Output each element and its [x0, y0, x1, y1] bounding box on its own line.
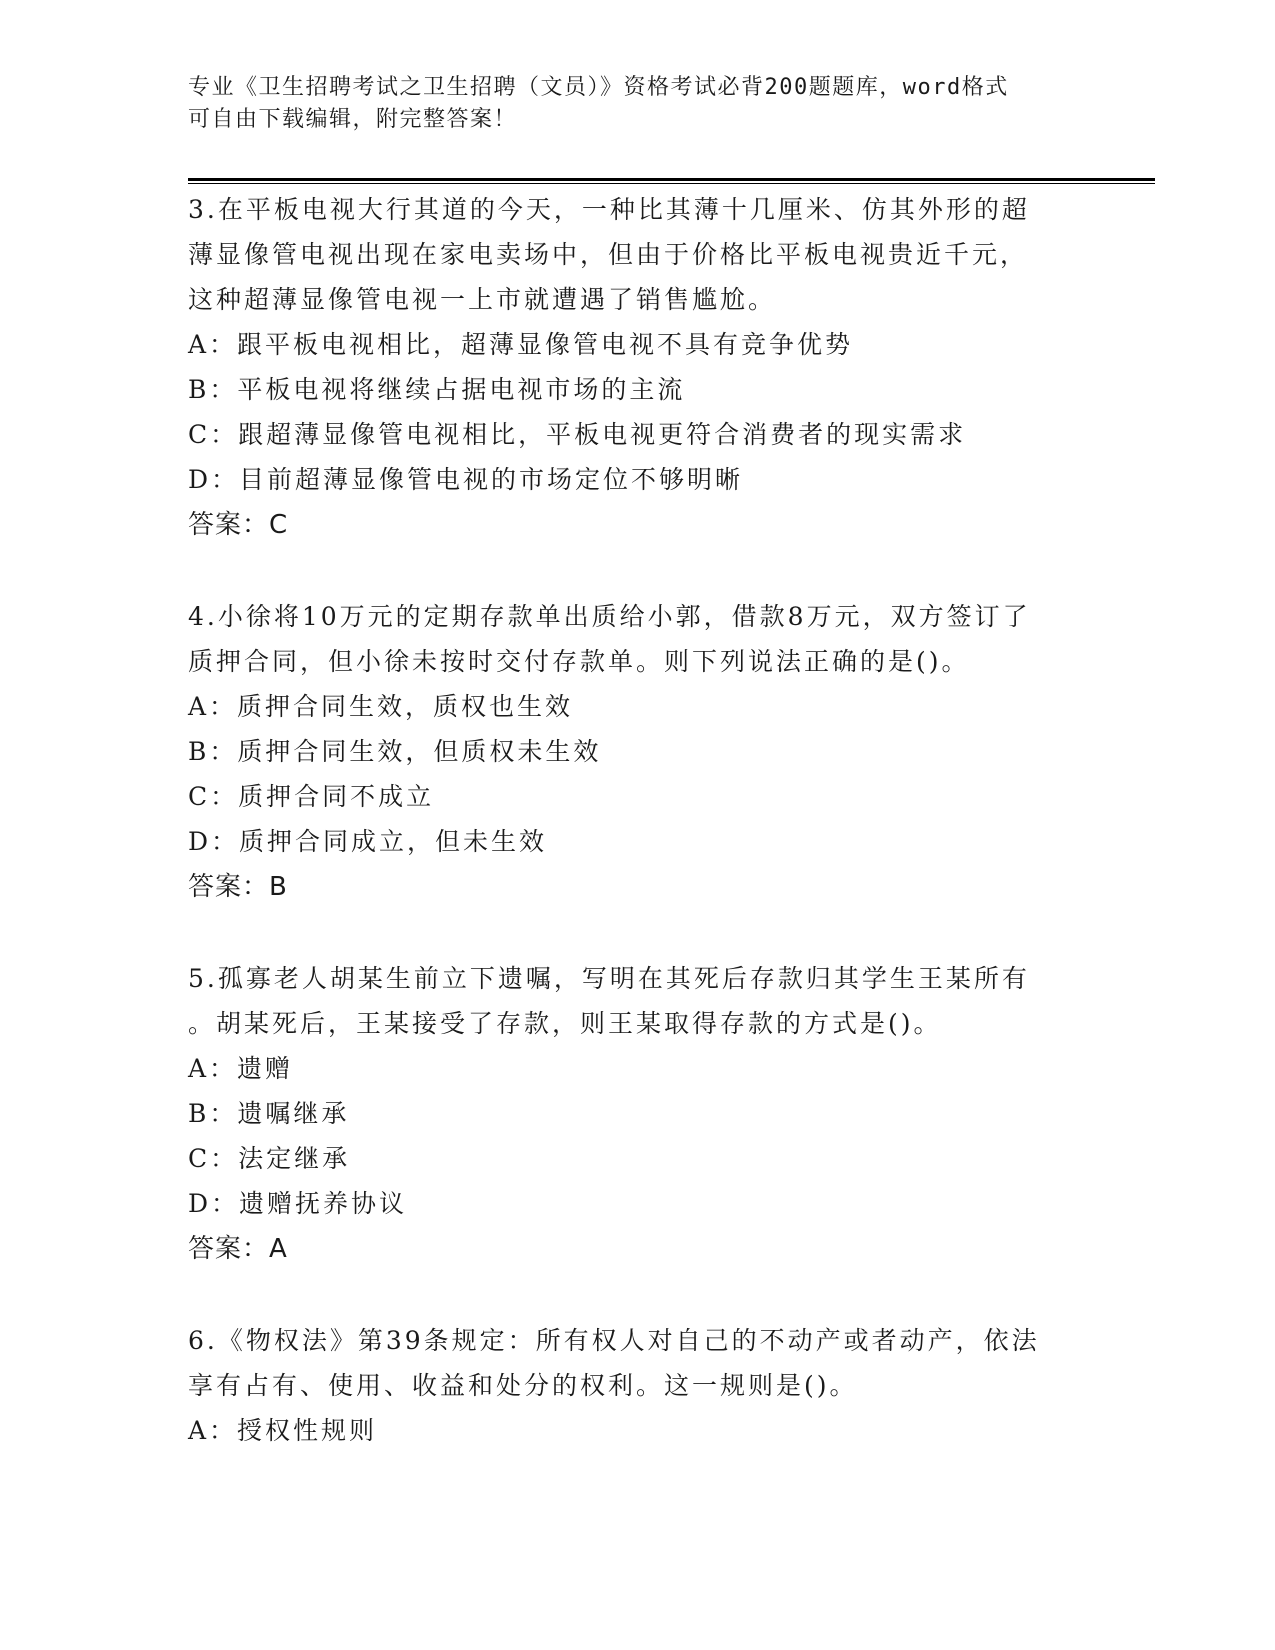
header-line-1: 专业《卫生招聘考试之卫生招聘（文员）》资格考试必背200题题库，word格式 — [188, 75, 1009, 100]
question-line: 享有占有、使用、收益和处分的权利。这一规则是()。 — [188, 1371, 858, 1400]
document-header — [188, 72, 1068, 136]
question-stem — [188, 187, 1088, 322]
header-divider-thin — [188, 183, 1155, 184]
question-line: 6.《物权法》第39条规定：所有权人对自己的不动产或者动产，依法 — [188, 1326, 1040, 1355]
option-b: B：平板电视将继续占据电视市场的主流 — [188, 375, 686, 404]
question-3 — [188, 187, 1088, 548]
question-line: 。胡某死后，王某接受了存款，则王某取得存款的方式是()。 — [188, 1009, 942, 1038]
option-a: A：授权性规则 — [188, 1416, 378, 1445]
option-a: A：遗赠 — [188, 1054, 294, 1083]
question-6 — [188, 1318, 1088, 1453]
question-line: 3.在平板电视大行其道的今天，一种比其薄十几厘米、仿其外形的超 — [188, 195, 1030, 224]
option-c: C：法定继承 — [188, 1144, 351, 1173]
question-stem — [188, 594, 1088, 684]
header-divider-thick — [188, 178, 1155, 181]
option-b: B：遗嘱继承 — [188, 1099, 350, 1128]
option-c: C：质押合同不成立 — [188, 782, 435, 811]
answer-key: 答案：C — [188, 510, 289, 540]
question-line: 这种超薄显像管电视一上市就遭遇了销售尴尬。 — [188, 285, 777, 314]
header-line-2: 可自由下载编辑，附完整答案！ — [188, 107, 518, 132]
question-4 — [188, 594, 1088, 910]
option-d: D：遗赠抚养协议 — [188, 1189, 408, 1218]
option-d: D：质押合同成立，但未生效 — [188, 827, 548, 856]
option-d: D：目前超薄显像管电视的市场定位不够明晰 — [188, 465, 744, 494]
option-a: A：跟平板电视相比，超薄显像管电视不具有竞争优势 — [188, 330, 854, 359]
question-line: 薄显像管电视出现在家电卖场中，但由于价格比平板电视贵近千元， — [188, 240, 1029, 269]
question-stem — [188, 1318, 1088, 1408]
question-list — [188, 187, 1088, 1499]
question-stem — [188, 956, 1088, 1046]
option-b: B：质押合同生效，但质权未生效 — [188, 737, 602, 766]
question-line: 5.孤寡老人胡某生前立下遗嘱，写明在其死后存款归其学生王某所有 — [188, 964, 1030, 993]
option-c: C：跟超薄显像管电视相比，平板电视更符合消费者的现实需求 — [188, 420, 967, 449]
question-5 — [188, 956, 1088, 1272]
question-line: 4.小徐将10万元的定期存款单出质给小郭，借款8万元，双方签订了 — [188, 602, 1031, 631]
answer-key: 答案：B — [188, 872, 288, 902]
question-line: 质押合同，但小徐未按时交付存款单。则下列说法正确的是()。 — [188, 647, 970, 676]
answer-key: 答案：A — [188, 1234, 288, 1264]
option-a: A：质押合同生效，质权也生效 — [188, 692, 574, 721]
